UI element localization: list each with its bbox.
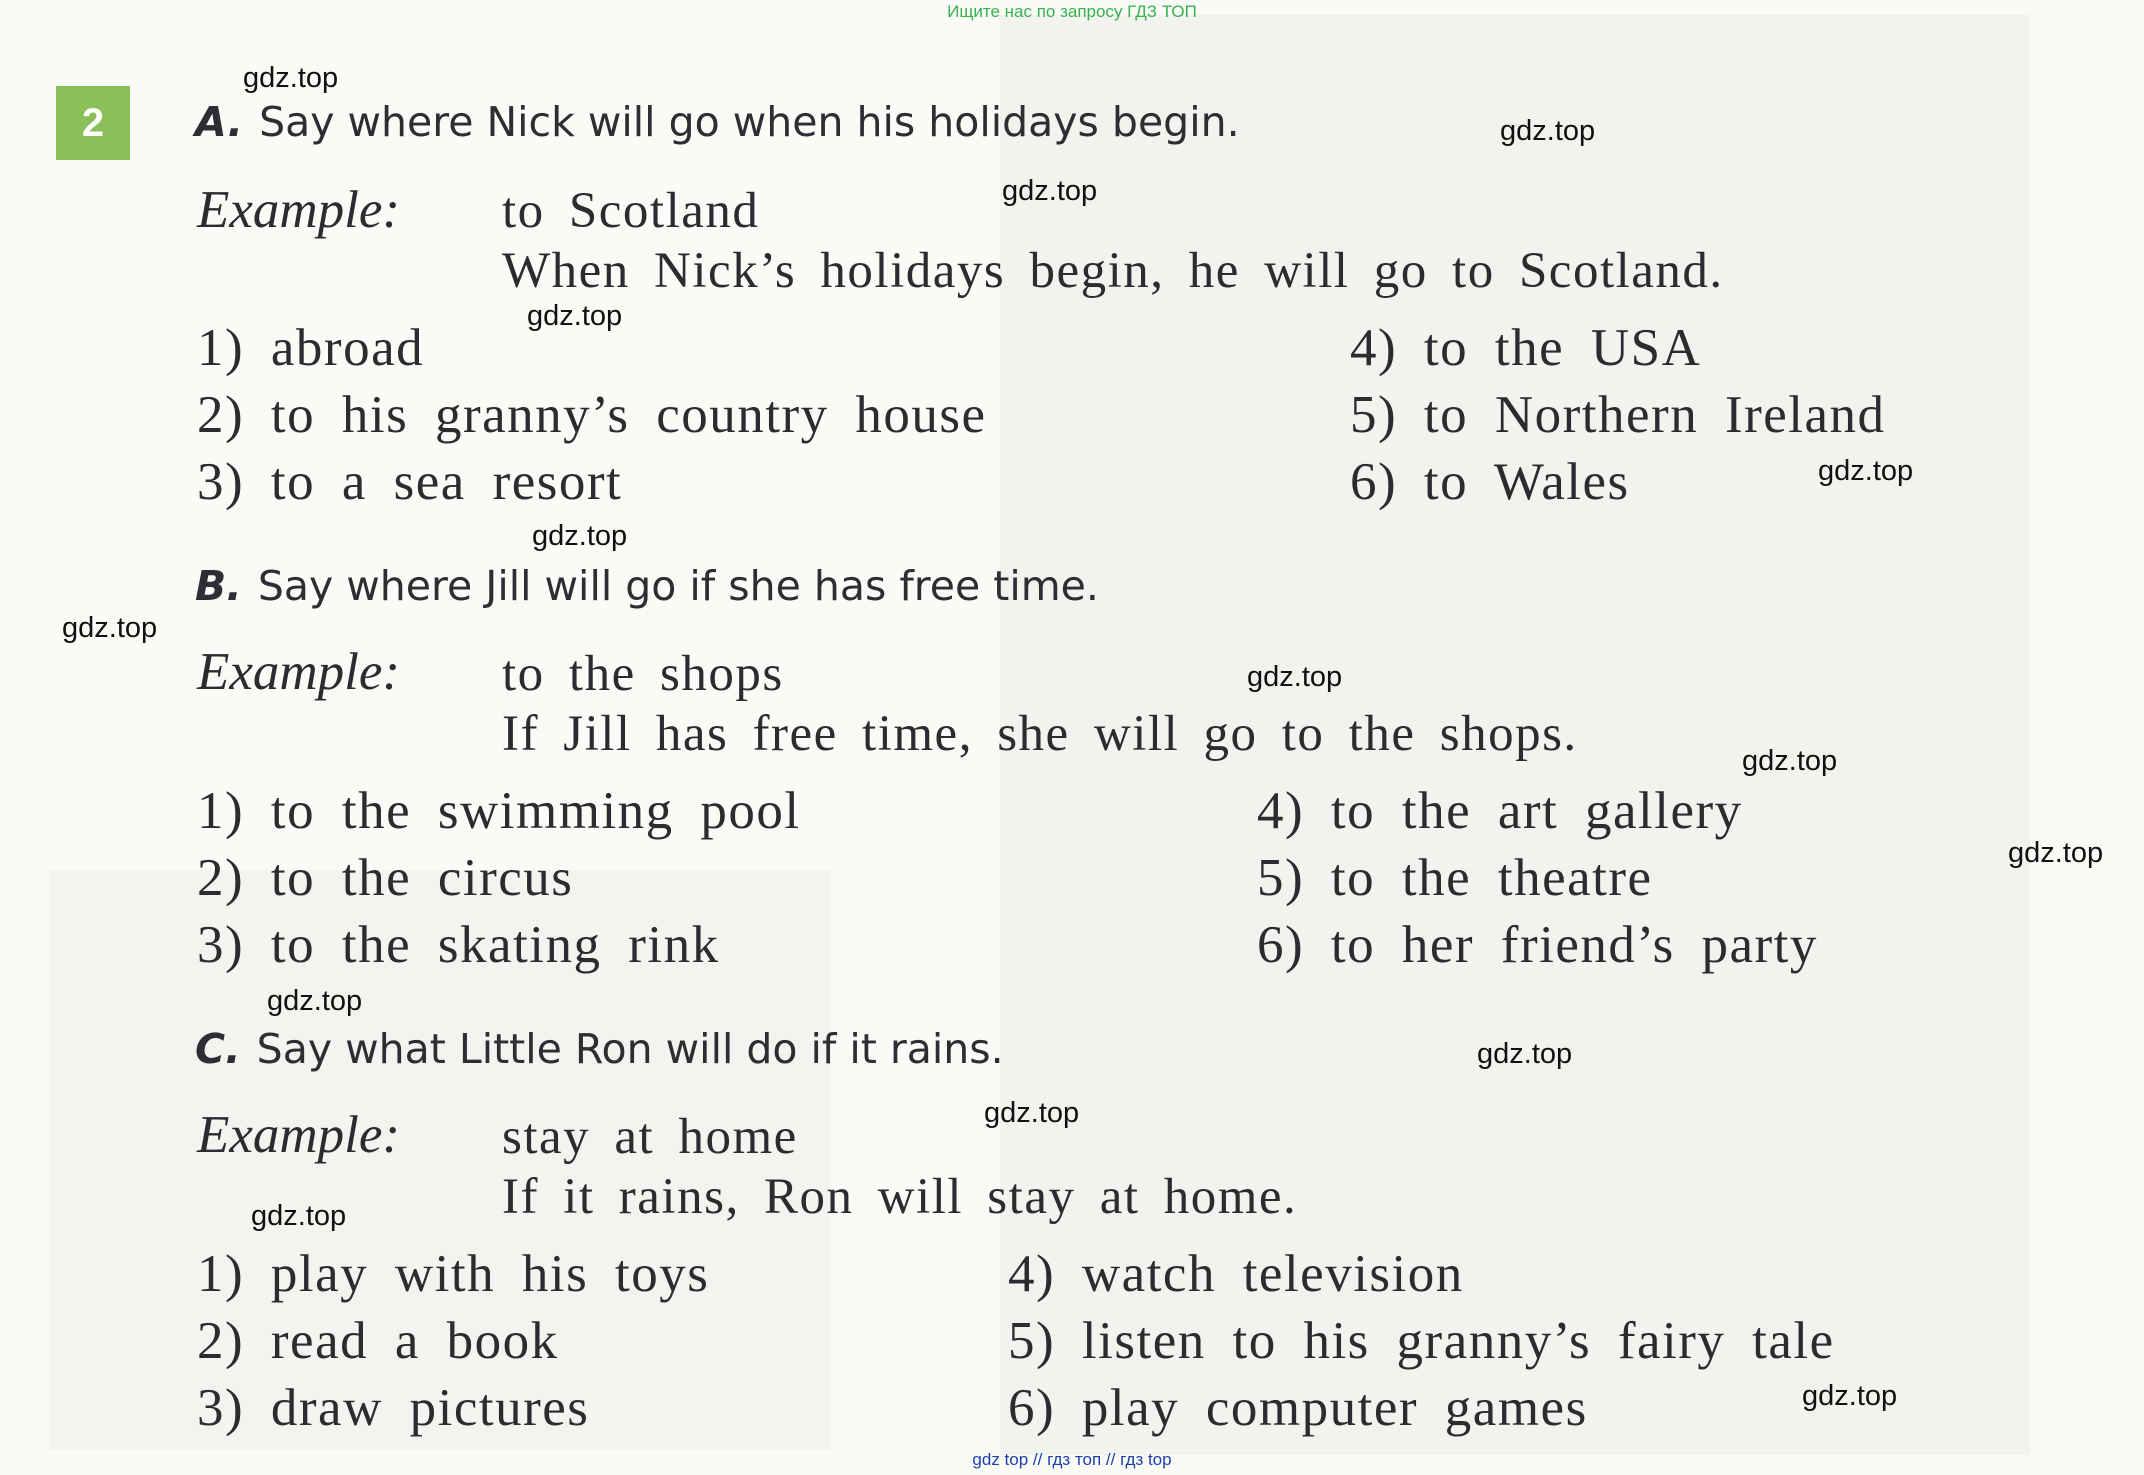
list-item: 4) watch television xyxy=(1008,1245,1464,1303)
watermark: gdz.top xyxy=(251,1200,347,1232)
section-instruction: Say what Little Ron will do if it rains. xyxy=(256,1025,1004,1073)
section-instruction: Say where Nick will go when his holidays begin. xyxy=(259,98,1240,146)
watermark: gdz.top xyxy=(1500,115,1596,147)
list-item: 5) to Northern Ireland xyxy=(1350,386,1886,444)
example-label: Example: xyxy=(197,1106,401,1164)
list-item: 1) abroad xyxy=(197,319,425,377)
list-item: 1) play with his toys xyxy=(197,1245,710,1303)
watermark: gdz.top xyxy=(527,300,623,332)
list-item: 6) to Wales xyxy=(1350,453,1630,511)
example-label: Example: xyxy=(197,643,401,701)
example-answer: If it rains, Ron will stay at home. xyxy=(502,1169,1298,1225)
watermark: gdz.top xyxy=(1477,1038,1573,1070)
list-item: 4) to the art gallery xyxy=(1257,782,1743,840)
watermark: gdz.top xyxy=(1247,661,1343,693)
example-prompt: to Scotland xyxy=(502,183,760,239)
example-prompt: stay at home xyxy=(502,1109,798,1165)
watermark: gdz.top xyxy=(984,1097,1080,1129)
section-a-heading xyxy=(195,98,1240,146)
example-answer: When Nick’s holidays begin, he will go to Scotland. xyxy=(502,243,1724,299)
bottom-banner[interactable]: gdz top // гдз топ // гдз top xyxy=(972,1450,1172,1469)
watermark: gdz.top xyxy=(1802,1380,1898,1412)
section-letter: B. xyxy=(195,562,242,610)
list-item: 3) draw pictures xyxy=(197,1379,590,1437)
section-letter: C. xyxy=(195,1025,241,1073)
list-item: 5) to the theatre xyxy=(1257,849,1653,907)
exercise-number-badge: 2 xyxy=(56,86,130,160)
watermark: gdz.top xyxy=(1002,175,1098,207)
list-item: 6) play computer games xyxy=(1008,1379,1588,1437)
watermark: gdz.top xyxy=(243,62,339,94)
watermark: gdz.top xyxy=(532,520,628,552)
top-banner[interactable]: Ищите нас по запросу ГДЗ ТОП xyxy=(947,2,1197,21)
watermark: gdz.top xyxy=(2008,837,2104,869)
list-item: 3) to a sea resort xyxy=(197,453,623,511)
list-item: 4) to the USA xyxy=(1350,319,1702,377)
list-item: 2) to his granny’s country house xyxy=(197,386,987,444)
section-b-heading xyxy=(195,562,1099,610)
example-prompt: to the shops xyxy=(502,646,784,702)
example-label: Example: xyxy=(197,181,401,239)
section-instruction: Say where Jill will go if she has free time. xyxy=(257,562,1099,610)
list-item: 2) read a book xyxy=(197,1312,559,1370)
example-answer: If Jill has free time, she will go to the shops. xyxy=(502,706,1578,762)
list-item: 1) to the swimming pool xyxy=(197,782,801,840)
watermark: gdz.top xyxy=(1742,745,1838,777)
list-item: 5) listen to his granny’s fairy tale xyxy=(1008,1312,1835,1370)
list-item: 3) to the skating rink xyxy=(197,916,720,974)
list-item: 2) to the circus xyxy=(197,849,574,907)
watermark: gdz.top xyxy=(62,612,158,644)
section-letter: A. xyxy=(195,98,244,146)
watermark: gdz.top xyxy=(1818,455,1914,487)
list-item: 6) to her friend’s party xyxy=(1257,916,1818,974)
watermark: gdz.top xyxy=(267,985,363,1017)
section-c-heading xyxy=(195,1025,1004,1073)
